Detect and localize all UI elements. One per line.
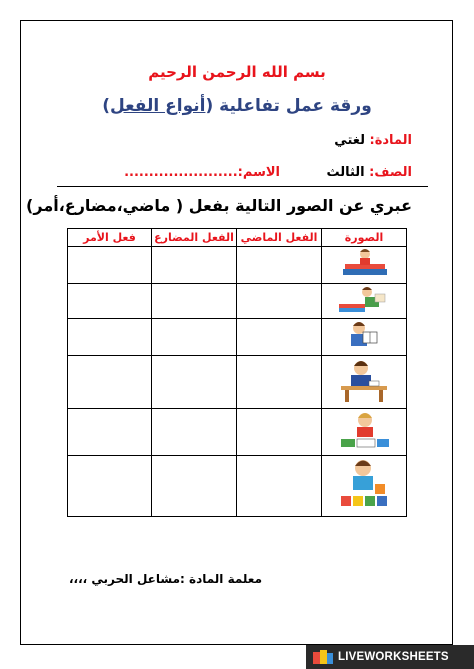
child-reading-book-image <box>335 319 393 355</box>
imperative-verb-cell[interactable] <box>68 356 152 409</box>
grade-line <box>326 165 412 180</box>
title-close: ) <box>102 96 110 116</box>
liveworksheets-badge[interactable] <box>306 645 474 669</box>
present-verb-cell[interactable] <box>152 284 237 319</box>
past-verb-cell[interactable] <box>237 319 322 356</box>
header-present-verb: الفعل المضارع <box>152 229 237 247</box>
present-verb-cell[interactable] <box>152 409 237 456</box>
table-row <box>68 356 407 409</box>
liveworksheets-logo-icon <box>312 648 334 666</box>
name-line <box>124 165 280 180</box>
title-underlined: أنواع الفعل <box>110 96 206 116</box>
present-verb-cell[interactable] <box>152 356 237 409</box>
name-field[interactable]: ....................... <box>124 165 238 180</box>
table-row <box>68 284 407 319</box>
past-verb-cell[interactable] <box>237 247 322 284</box>
table-row <box>68 247 407 284</box>
title-main: ورقة عمل تفاعلية ( <box>205 96 372 116</box>
verbs-table <box>67 228 407 517</box>
child-playing-blocks-image <box>335 456 393 516</box>
child-sitting-on-books-image <box>335 247 393 283</box>
imperative-verb-cell[interactable] <box>68 409 152 456</box>
past-verb-cell[interactable] <box>237 356 322 409</box>
present-verb-cell[interactable] <box>152 456 237 517</box>
table-row <box>68 409 407 456</box>
subject-line <box>334 133 412 148</box>
table-row <box>68 319 407 356</box>
imperative-verb-cell[interactable] <box>68 319 152 356</box>
picture-cell <box>322 356 407 409</box>
present-verb-cell[interactable] <box>152 319 237 356</box>
child-studying-with-books-image <box>335 409 393 455</box>
imperative-verb-cell[interactable] <box>68 456 152 517</box>
child-reading-on-books-image <box>335 284 393 318</box>
picture-cell <box>322 456 407 517</box>
liveworksheets-text: LIVEWORKSHEETS <box>338 651 449 663</box>
present-verb-cell[interactable] <box>152 247 237 284</box>
teacher-signature: معلمة المادة :مشاعل الحربي ،،،، <box>68 572 262 586</box>
header-imperative-verb: فعل الأمر <box>68 229 152 247</box>
divider <box>57 186 428 187</box>
imperative-verb-cell[interactable] <box>68 284 152 319</box>
past-verb-cell[interactable] <box>237 409 322 456</box>
picture-cell <box>322 409 407 456</box>
header-past-verb: الفعل الماضي <box>237 229 322 247</box>
basmala: بسم الله الرحمن الرحيم <box>148 63 326 81</box>
worksheet-title <box>0 96 474 116</box>
imperative-verb-cell[interactable] <box>68 247 152 284</box>
subject-value: لغتي <box>334 133 365 148</box>
picture-cell <box>322 247 407 284</box>
name-label: الاسم: <box>237 165 280 180</box>
grade-value: الثالث <box>326 165 365 180</box>
grade-label: الصف: <box>369 165 412 180</box>
past-verb-cell[interactable] <box>237 284 322 319</box>
subject-label: المادة: <box>369 133 412 148</box>
child-writing-at-desk-image <box>335 356 393 408</box>
instruction: عبري عن الصور التالية بفعل ( ماضي،مضارع،أمر) <box>26 196 412 215</box>
picture-cell <box>322 319 407 356</box>
table-row <box>68 456 407 517</box>
past-verb-cell[interactable] <box>237 456 322 517</box>
picture-cell <box>322 284 407 319</box>
header-picture: الصورة <box>322 229 407 247</box>
table-header-row <box>68 229 407 247</box>
